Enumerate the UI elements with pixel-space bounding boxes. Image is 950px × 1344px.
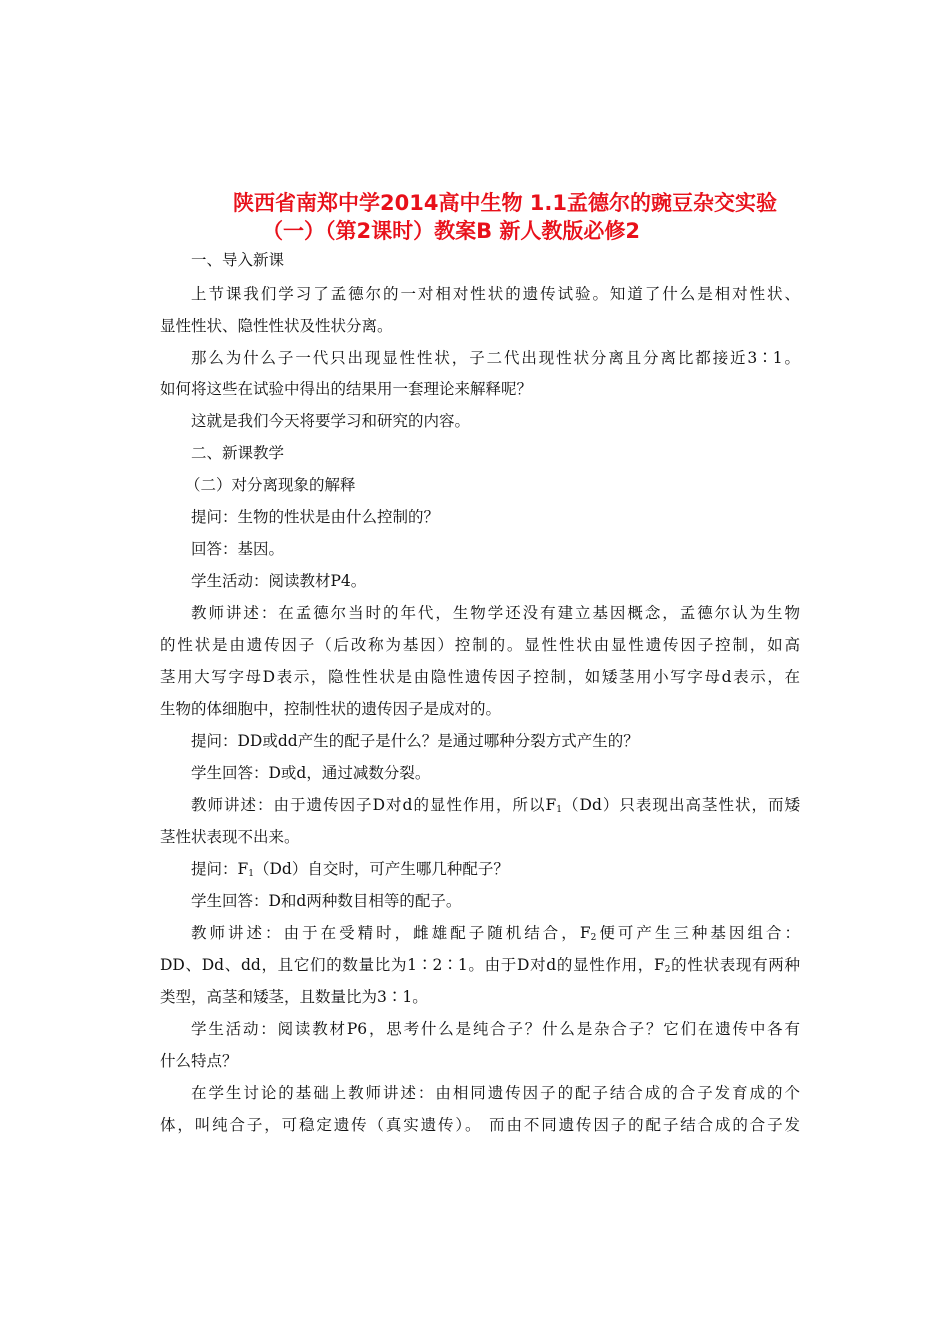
text-segment: 提问：F xyxy=(191,860,249,878)
paragraph-line: 类型，高茎和矮茎，且数量比为3∶1。 xyxy=(160,988,428,1006)
paragraph-line: 学生活动：阅读教材P6，思考什么是纯合子？什么是杂合子？它们在遗传中各有 xyxy=(191,1020,800,1038)
paragraph-line: 体，叫纯合子，可稳定遗传（真实遗传）。 而由不同遗传因子的配子结合成的合子发 xyxy=(160,1116,800,1134)
paragraph-line: 茎用大写字母D表示，隐性性状是由隐性遗传因子控制，如矮茎用小写字母d表示，在 xyxy=(160,668,800,686)
paragraph-line xyxy=(191,858,800,885)
paragraph-line: 这就是我们今天将要学习和研究的内容。 xyxy=(191,412,471,430)
paragraph-line: 回答：基因。 xyxy=(191,540,285,558)
text-segment: 教师讲述：由于在受精时，雌雄配子随机结合，F xyxy=(191,924,591,942)
paragraph-line xyxy=(191,794,800,821)
subscript: 1 xyxy=(248,869,254,879)
paragraph-line: 的性状是由遗传因子（后改称为基因）控制的。显性性状由显性遗传因子控制，如高 xyxy=(160,636,800,654)
text-segment: 教师讲述：由于遗传因子D对d的显性作用，所以F xyxy=(191,796,557,814)
doc-title-line-1: 陕西省南郑中学2014高中生物 1.1孟德尔的豌豆杂交实验 xyxy=(233,191,777,215)
section-heading: 一、导入新课 xyxy=(191,251,285,269)
paragraph-line xyxy=(191,922,800,949)
text-segment: 的性状表现有两种 xyxy=(670,956,800,974)
paragraph-line: 上节课我们学习了孟德尔的一对相对性状的遗传试验。知道了什么是相对性状、 xyxy=(191,285,800,303)
paragraph-line: 提问：生物的性状是由什么控制的？ xyxy=(191,508,440,526)
text-segment: （Dd）自交时，可产生哪几种配子？ xyxy=(254,860,509,878)
subscript: 2 xyxy=(664,965,671,975)
paragraph-line: 如何将这些在试验中得出的结果用一套理论来解释呢？ xyxy=(160,380,533,398)
subscript: 1 xyxy=(556,805,563,815)
paragraph-line: 显性性状、隐性性状及性状分离。 xyxy=(160,317,393,335)
section-heading: 二、新课教学 xyxy=(191,444,285,462)
subscript: 2 xyxy=(590,933,597,943)
text-segment: DD、Dd、dd，且它们的数量比为1∶2∶1。由于D对d的显性作用，F xyxy=(160,956,665,974)
paragraph-line: 学生活动：阅读教材P4。 xyxy=(191,572,367,590)
text-segment: 便可产生三种基因组合： xyxy=(596,924,800,942)
paragraph-line xyxy=(160,954,800,981)
paragraph-line: 教师讲述：在孟德尔当时的年代，生物学还没有建立基因概念，孟德尔认为生物 xyxy=(191,604,800,622)
paragraph-line: 什么特点？ xyxy=(160,1052,238,1070)
paragraph-line: 提问：DD或dd产生的配子是什么？是通过哪种分裂方式产生的？ xyxy=(191,732,639,750)
paragraph-line: 在学生讨论的基础上教师讲述：由相同遗传因子的配子结合成的合子发育成的个 xyxy=(191,1084,800,1102)
paragraph-line: 学生回答：D或d，通过减数分裂。 xyxy=(191,764,431,782)
subsection-heading: （二）对分离现象的解释 xyxy=(185,476,356,494)
paragraph-line: 学生回答：D和d两种数目相等的配子。 xyxy=(191,892,462,910)
text-segment: （Dd）只表现出高茎性状，而矮 xyxy=(562,796,800,814)
paragraph-line: 生物的体细胞中，控制性状的遗传因子是成对的。 xyxy=(160,700,502,718)
paragraph-line: 那么为什么子一代只出现显性性状，子二代出现性状分离且分离比都接近3∶1。 xyxy=(191,349,800,367)
doc-title-line-2: （一）（第2课时）教案B 新人教版必修2 xyxy=(261,219,641,243)
paragraph-line: 茎性状表现不出来。 xyxy=(160,828,300,846)
